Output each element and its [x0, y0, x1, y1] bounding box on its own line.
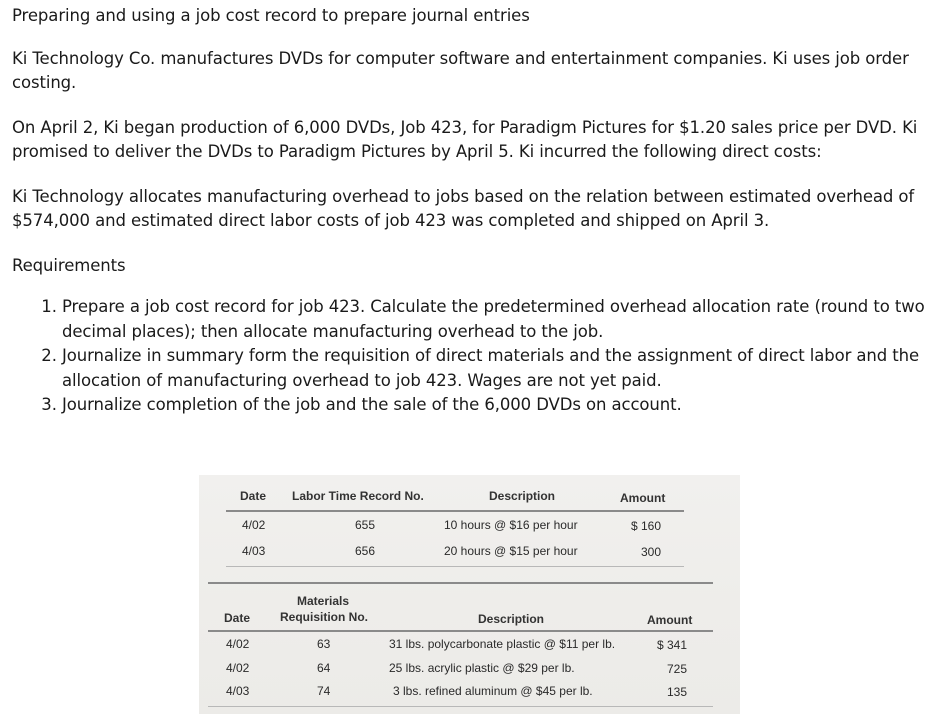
labor-date-header: Date: [240, 489, 267, 503]
materials-row-description: 25 lbs. acrylic plastic @ $29 per lb.: [389, 661, 575, 675]
materials-row-amount: 725: [666, 662, 687, 676]
labor-row-description: 10 hours @ $16 per hour: [444, 518, 578, 532]
materials-row-date: 4/02: [226, 661, 250, 675]
labor-amount-header: Amount: [620, 491, 666, 505]
labor-row-record: 656: [355, 544, 376, 558]
materials-row-requisition: 64: [317, 661, 331, 675]
labor-row-description: 20 hours @ $15 per hour: [444, 544, 578, 558]
materials-row-amount: 135: [666, 685, 687, 699]
labor-record-header: Labor Time Record No.: [292, 489, 424, 503]
labor-row-amount: 300: [640, 545, 661, 559]
labor-row-record: 655: [355, 518, 376, 532]
materials-row-requisition: 63: [317, 637, 331, 651]
requirement-item: 1. Prepare a job cost record for job 423. Calculate the predetermined overhead allocation rate (round to two decimal places); then allocate manufacturing overhead to the job.: [62, 295, 930, 344]
requirement-item: 2. Journalize in summary form the requisition of direct materials and the assignment of direct labor and the allocation of manufacturing overhead to job 423. Wages are not yet paid.: [62, 344, 930, 393]
problem-title: Preparing and using a job cost record to prepare journal entries: [12, 6, 530, 25]
production-paragraph: On April 2, Ki began production of 6,000 DVDs, Job 423, for Paradigm Pictures for $1.20 sales price per DVD. Ki promised to deliver the DVDs to Paradigm Pictures by April 5. Ki incurred the following direct costs:: [12, 118, 918, 161]
materials-top-rule: [208, 582, 713, 584]
materials-bottom-rule: [208, 706, 713, 707]
materials-requisition-header-line1: Materials: [297, 594, 350, 608]
labor-bottom-rule: [226, 566, 684, 567]
intro-paragraph: Ki Technology Co. manufactures DVDs for computer software and entertainment companies. Ki uses job order costing.: [12, 49, 909, 92]
materials-description-header: Description: [478, 612, 545, 626]
materials-row-date: 4/03: [226, 684, 250, 698]
labor-row-amount: $ 160: [630, 519, 661, 533]
materials-header-rule: [208, 630, 713, 632]
materials-row-description: 3 lbs. refined aluminum @ $45 per lb.: [393, 684, 593, 698]
problem-document: [12, 4, 930, 418]
labor-description-header: Description: [489, 489, 556, 503]
requirements-list: [12, 295, 930, 418]
materials-row-date: 4/02: [226, 637, 250, 651]
labor-header-rule: [226, 510, 684, 512]
requirements-heading: Requirements: [12, 256, 126, 275]
labor-row-date: 4/03: [242, 544, 266, 558]
materials-requisition-header-line2: Requisition No.: [280, 610, 368, 624]
materials-row-requisition: 74: [317, 684, 331, 698]
materials-row-description: 31 lbs. polycarbonate plastic @ $11 per lb.: [389, 637, 616, 651]
direct-costs-image: [199, 475, 740, 714]
materials-amount-header: Amount: [647, 613, 693, 627]
materials-row-amount: $ 341: [656, 638, 687, 652]
materials-date-header: Date: [224, 611, 251, 625]
overhead-paragraph: Ki Technology allocates manufacturing overhead to jobs based on the relation between estimated overhead of $574,000 and estimated direct labor costs of job 423 was completed and shipped on April 3.: [12, 187, 915, 230]
labor-row-date: 4/02: [242, 518, 266, 532]
requirement-item: 3. Journalize completion of the job and the sale of the 6,000 DVDs on account.: [62, 393, 930, 418]
